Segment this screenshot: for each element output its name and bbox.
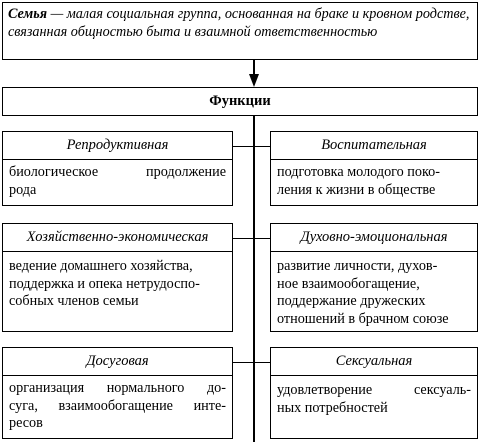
function-educational-title (270, 131, 478, 160)
function-leisure-title (2, 347, 233, 376)
description-line: собных членов семьи (9, 293, 139, 309)
function-title-text: Воспитательная (321, 137, 427, 153)
function-spiritual-title (270, 223, 478, 252)
description-line: суга, взаимообогащение инте- (9, 397, 226, 414)
definition-dash: — (47, 6, 67, 22)
connector-row3 (233, 362, 270, 363)
function-title-text: Хозяйственно-экономическая (26, 229, 209, 245)
arrow-shaft (253, 60, 255, 75)
function-economic-title (2, 223, 233, 252)
definition-text: малая социальная группа, основанная на браке и кровном родстве, связанная общностью быта и взаимной ответственностью (8, 6, 470, 40)
description-line: биологическое продолжение (9, 164, 226, 180)
connector-row2 (233, 238, 270, 239)
description-line: ных потребностей (277, 399, 388, 416)
description-line: рода (9, 181, 37, 198)
description-line: поддержание дружеских (277, 293, 426, 309)
description-line: удовлетворение сексуаль- (277, 382, 471, 398)
function-leisure-description (2, 375, 233, 439)
function-reproductive-description (2, 159, 233, 206)
connector-row1 (233, 146, 270, 147)
function-reproductive-title (2, 131, 233, 160)
function-title-text: Репродуктивная (66, 137, 169, 153)
center-spine-line (253, 116, 255, 442)
description-line: ления к жизни в обществе (277, 181, 436, 198)
function-sexual-title (270, 347, 478, 376)
description-line: организация нормального до- (9, 380, 226, 396)
function-economic-description (2, 251, 233, 332)
function-title-text: Досуговая (86, 353, 149, 369)
function-spiritual-description (270, 251, 478, 332)
function-sexual-description (270, 375, 478, 439)
description-line: подготовка молодого поко- (277, 164, 440, 180)
description-line: ное взаимообогащение, (277, 275, 420, 292)
function-title-text: Сексуальная (335, 353, 413, 369)
description-line: отношений в брачном союзе (277, 310, 449, 327)
description-line: поддержка и опека нетрудоспо- (9, 275, 200, 292)
description-line: ресов (9, 415, 43, 431)
description-line: развитие личности, духов- (277, 258, 438, 274)
function-educational-description (270, 159, 478, 206)
definition-box (2, 2, 478, 60)
function-title-text: Духовно-эмоциональная (300, 229, 448, 245)
definition-term: Семья (8, 6, 48, 22)
arrow-down-icon (249, 74, 259, 87)
description-line: ведение домашнего хозяйства, (9, 258, 193, 274)
functions-header: Функции (2, 87, 478, 116)
